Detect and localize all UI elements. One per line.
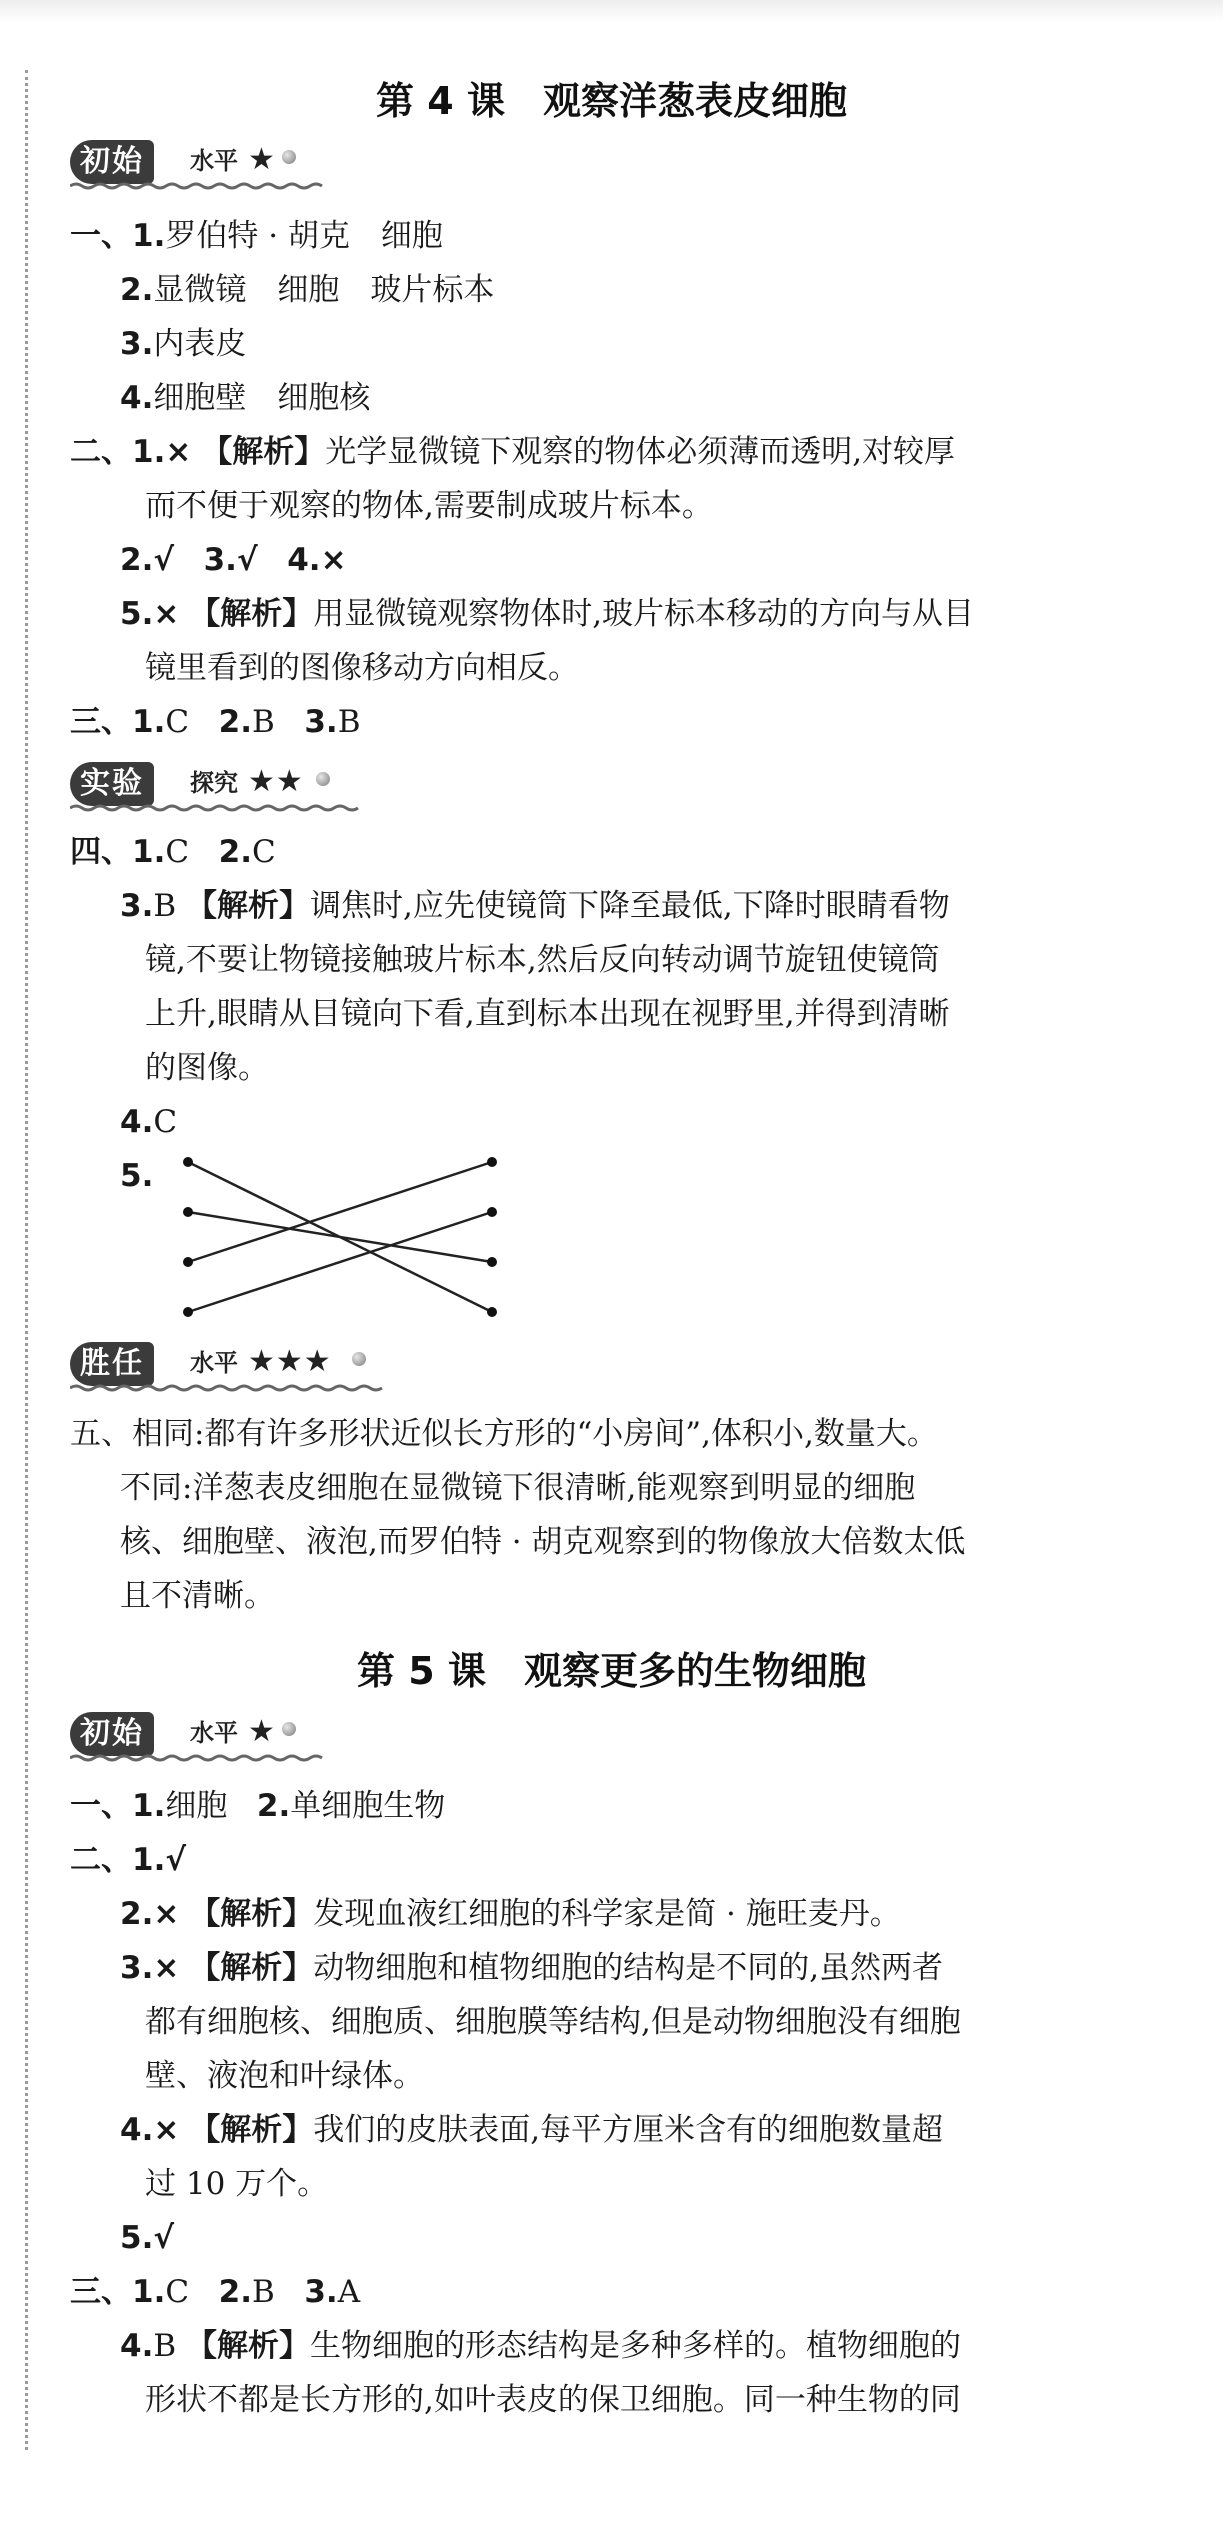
item-number: 4. bbox=[287, 542, 321, 578]
choice-answer: B bbox=[252, 704, 275, 740]
answer-line bbox=[120, 2110, 943, 2150]
wave-underline-icon bbox=[70, 1384, 390, 1392]
badge-experiment-inquiry bbox=[70, 760, 370, 812]
item-number: 2. bbox=[120, 542, 154, 578]
star-icons: ★★ bbox=[248, 764, 304, 799]
item-number: 5. bbox=[120, 596, 154, 632]
item-number: 三、1. bbox=[70, 2274, 166, 2310]
analysis-tag: 【解析】 bbox=[201, 434, 326, 470]
item-number: 2. bbox=[120, 272, 154, 308]
judgement-mark: √ bbox=[153, 542, 175, 578]
left-dot bbox=[183, 1157, 193, 1167]
item-number: 4. bbox=[120, 1104, 154, 1140]
badge-level: 水平 bbox=[190, 1719, 238, 1747]
answer-line bbox=[120, 270, 494, 310]
judgement-mark: × bbox=[165, 434, 192, 470]
judgement-mark: × bbox=[320, 542, 347, 578]
answer-text: 生物细胞的形态结构是多种多样的。植物细胞的 bbox=[310, 2328, 961, 2364]
answer-line bbox=[70, 702, 361, 742]
judgement-mark: × bbox=[153, 2112, 180, 2148]
ball-icon bbox=[282, 1722, 296, 1736]
item-number: 二、1. bbox=[70, 1842, 166, 1878]
analysis-tag: 【解析】 bbox=[189, 1950, 314, 1986]
match-line bbox=[188, 1162, 492, 1262]
answer-line bbox=[120, 378, 370, 418]
answer-line: 形状不都是长方形的,如叶表皮的保卫细胞。同一种生物的同 bbox=[145, 2382, 961, 2418]
judgement-mark: √ bbox=[165, 1842, 187, 1878]
answer-line bbox=[120, 2218, 174, 2258]
badge-competent-level bbox=[70, 1340, 370, 1392]
answer-text: 用显微镜观察物体时,玻片标本移动的方向与从目 bbox=[313, 596, 975, 632]
badge-initial-level bbox=[70, 1710, 370, 1762]
left-dot bbox=[183, 1257, 193, 1267]
badge-level: 探究 bbox=[190, 769, 238, 797]
right-dot bbox=[487, 1307, 497, 1317]
answer-line bbox=[70, 216, 443, 256]
badge-level: 水平 bbox=[190, 147, 238, 175]
choice-answer: C bbox=[165, 834, 190, 870]
answer-line: 五、相同:都有许多形状近似长方形的“小房间”,体积小,数量大。 bbox=[70, 1416, 938, 1452]
item-number: 4. bbox=[120, 380, 154, 416]
matching-lines-diagram bbox=[180, 1152, 520, 1322]
star-icons: ★★★ bbox=[248, 1344, 332, 1379]
answer-line: 过 10 万个。 bbox=[145, 2166, 329, 2202]
judgement-mark: × bbox=[153, 596, 180, 632]
answer-text: 内表皮 bbox=[153, 326, 247, 362]
item-number: 3. bbox=[304, 704, 338, 740]
answer-line bbox=[120, 1894, 901, 1934]
item-number: 一、1. bbox=[70, 1788, 166, 1824]
answer-line bbox=[120, 594, 974, 634]
lesson4-title: 第 4 课 观察洋葱表皮细胞 bbox=[376, 79, 847, 123]
answer-line bbox=[70, 832, 276, 872]
ball-icon bbox=[282, 150, 296, 164]
item-number: 二、1. bbox=[70, 434, 166, 470]
answer-text: 我们的皮肤表面,每平方厘米含有的细胞数量超 bbox=[313, 2112, 944, 2148]
analysis-tag: 【解析】 bbox=[189, 1896, 314, 1932]
choice-answer: B bbox=[153, 888, 177, 924]
item-number: 2. bbox=[218, 2274, 253, 2310]
right-dot bbox=[487, 1157, 497, 1167]
answer-line bbox=[70, 432, 955, 472]
badge-tab: 初始 bbox=[70, 1712, 154, 1756]
item-number: 4. bbox=[120, 2112, 154, 2148]
answer-line: 且不清晰。 bbox=[120, 1578, 275, 1614]
answer-line bbox=[70, 1840, 186, 1880]
answer-line: 上升,眼睛从目镜向下看,直到标本出现在视野里,并得到清晰 bbox=[145, 996, 950, 1032]
item-number: 一、1. bbox=[70, 218, 166, 254]
choice-answer: C bbox=[153, 1104, 178, 1140]
answer-text: 动物细胞和植物细胞的结构是不同的,虽然两者 bbox=[313, 1950, 944, 1986]
judgement-mark: √ bbox=[153, 2220, 175, 2256]
analysis-tag: 【解析】 bbox=[189, 596, 314, 632]
item-number: 5. bbox=[120, 1158, 154, 1194]
item-number: 3. bbox=[120, 1950, 154, 1986]
binding-margin-dotted-line bbox=[25, 70, 28, 2450]
answer-line: 镜,不要让物镜接触玻片标本,然后反向转动调节旋钮使镜筒 bbox=[145, 942, 940, 978]
wave-underline-icon bbox=[70, 804, 360, 812]
answer-text: 显微镜 细胞 玻片标本 bbox=[153, 272, 495, 308]
choice-answer: B bbox=[153, 2328, 177, 2364]
item-number: 5. bbox=[120, 2220, 154, 2256]
answer-text: 罗伯特 · 胡克 细胞 bbox=[165, 218, 443, 254]
item-number: 2. bbox=[256, 1788, 291, 1824]
left-dot bbox=[183, 1307, 193, 1317]
choice-answer: C bbox=[165, 2274, 190, 2310]
choice-answer: A bbox=[337, 2274, 361, 2310]
badge-tab: 实验 bbox=[70, 762, 154, 806]
left-dot bbox=[183, 1207, 193, 1217]
answer-line bbox=[120, 2326, 961, 2366]
answer-line bbox=[120, 1156, 153, 1196]
ball-icon bbox=[316, 772, 330, 786]
answer-line bbox=[120, 1102, 177, 1142]
item-number: 4. bbox=[120, 2328, 154, 2364]
answer-line bbox=[120, 540, 347, 580]
item-number: 三、1. bbox=[70, 704, 166, 740]
star-icons: ★ bbox=[248, 142, 276, 177]
badge-tab: 胜任 bbox=[70, 1342, 154, 1386]
answer-line: 镜里看到的图像移动方向相反。 bbox=[145, 650, 579, 686]
item-number: 2. bbox=[218, 834, 253, 870]
right-dot bbox=[487, 1257, 497, 1267]
item-number: 2. bbox=[218, 704, 253, 740]
match-line bbox=[188, 1212, 492, 1262]
answer-text: 细胞 bbox=[165, 1788, 228, 1824]
item-number: 四、1. bbox=[70, 834, 166, 870]
answer-line: 不同:洋葱表皮细胞在显微镜下很清晰,能观察到明显的细胞 bbox=[120, 1470, 916, 1506]
answer-line bbox=[120, 1948, 943, 1988]
right-dot bbox=[487, 1207, 497, 1217]
match-line bbox=[188, 1212, 492, 1312]
wave-underline-icon bbox=[70, 182, 330, 190]
answer-text: 发现血液红细胞的科学家是简 · 施旺麦丹。 bbox=[313, 1896, 901, 1932]
lesson5-title: 第 5 课 观察更多的生物细胞 bbox=[357, 1649, 866, 1693]
choice-answer: B bbox=[337, 704, 361, 740]
answer-line: 都有细胞核、细胞质、细胞膜等结构,但是动物细胞没有细胞 bbox=[145, 2004, 961, 2040]
analysis-tag: 【解析】 bbox=[189, 2112, 314, 2148]
badge-level: 水平 bbox=[190, 1349, 238, 1377]
choice-answer: C bbox=[165, 704, 190, 740]
answer-text: 光学显微镜下观察的物体必须薄而透明,对较厚 bbox=[325, 434, 956, 470]
choice-answer: B bbox=[252, 2274, 275, 2310]
judgement-mark: × bbox=[153, 1896, 180, 1932]
item-number: 3. bbox=[120, 888, 154, 924]
answer-line: 而不便于观察的物体,需要制成玻片标本。 bbox=[145, 488, 713, 524]
item-number: 3. bbox=[203, 542, 237, 578]
answer-line: 的图像。 bbox=[145, 1050, 269, 1086]
answer-text: 调焦时,应先使镜筒下降至最低,下降时眼睛看物 bbox=[310, 888, 950, 924]
answer-line: 核、细胞壁、液泡,而罗伯特 · 胡克观察到的物像放大倍数太低 bbox=[120, 1524, 966, 1560]
item-number: 3. bbox=[120, 326, 154, 362]
answer-line bbox=[120, 324, 246, 364]
top-shade bbox=[0, 0, 1223, 22]
choice-answer: C bbox=[252, 834, 276, 870]
item-number: 2. bbox=[120, 1896, 154, 1932]
judgement-mark: √ bbox=[236, 542, 258, 578]
answer-text: 细胞壁 细胞核 bbox=[153, 380, 371, 416]
analysis-tag: 【解析】 bbox=[186, 888, 310, 924]
answer-line bbox=[70, 1786, 445, 1826]
answer-line: 壁、液泡和叶绿体。 bbox=[145, 2058, 424, 2094]
answer-line bbox=[70, 2272, 360, 2312]
star-icons: ★ bbox=[248, 1714, 276, 1749]
item-number: 3. bbox=[304, 2274, 338, 2310]
answer-line bbox=[120, 886, 950, 926]
answer-text: 单细胞生物 bbox=[290, 1788, 446, 1824]
analysis-tag: 【解析】 bbox=[186, 2328, 310, 2364]
judgement-mark: × bbox=[153, 1950, 180, 1986]
badge-tab: 初始 bbox=[70, 140, 154, 184]
badge-initial-level bbox=[70, 138, 370, 190]
ball-icon bbox=[352, 1352, 366, 1366]
wave-underline-icon bbox=[70, 1754, 330, 1762]
